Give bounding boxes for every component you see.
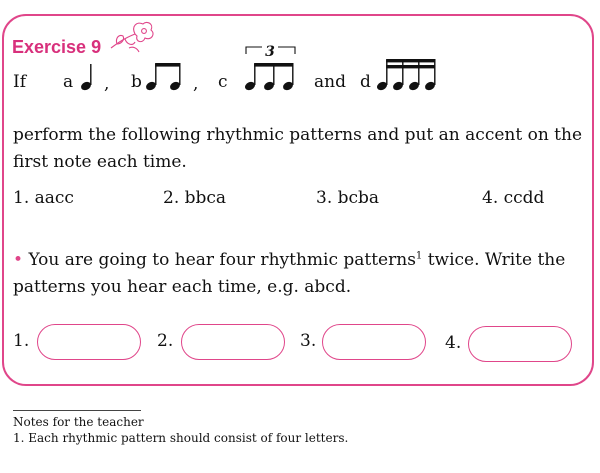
note-item: 1. Each rhythmic pattern should consist of four letters. [13, 431, 349, 445]
two-quavers-icon [143, 60, 189, 94]
pattern-item: 4. ccdd [482, 188, 545, 208]
crotchet-note-icon [78, 60, 98, 94]
answer-box-3[interactable] [322, 324, 426, 360]
answer-box-1[interactable] [37, 324, 141, 360]
footnote-marker: 1 [415, 250, 423, 262]
answer-box-2[interactable] [181, 324, 285, 360]
instructions-text: perform the following rhythmic patterns and put an accent on the first note each time. [13, 125, 583, 172]
bullet-icon: • [13, 250, 24, 270]
pattern-item: 2. bbca [163, 188, 227, 208]
answer-number: 3. [300, 331, 317, 351]
comma-separator: , [104, 74, 110, 94]
rhythm-label-c: c [218, 72, 228, 92]
flower-decoration-icon [107, 18, 157, 54]
quaver-triplet-icon [242, 42, 300, 94]
triplet-number: 3 [265, 44, 275, 60]
and-word: and [314, 72, 346, 92]
if-word: If [13, 72, 27, 92]
answer-number: 4. [445, 333, 462, 353]
pattern-item: 1. aacc [13, 188, 74, 208]
rhythm-label-b: b [131, 72, 142, 92]
listening-instructions [13, 247, 587, 301]
notes-divider [13, 410, 141, 411]
answer-box-4[interactable] [468, 326, 572, 362]
answer-number: 2. [157, 331, 174, 351]
listening-text-continued: twice. Write the patterns you hear each time, e.g. abcd. [13, 250, 566, 297]
answer-number: 1. [13, 331, 30, 351]
listening-text: You are going to hear four rhythmic patterns [28, 250, 416, 270]
notes-heading: Notes for the teacher [13, 415, 144, 429]
four-semiquavers-icon [374, 56, 446, 94]
rhythm-label-d: d [360, 72, 371, 92]
exercise-title: Exercise 9 [12, 37, 102, 57]
rhythm-label-a: a [63, 72, 74, 92]
pattern-item: 3. bcba [316, 188, 380, 208]
comma-separator: , [193, 74, 199, 94]
